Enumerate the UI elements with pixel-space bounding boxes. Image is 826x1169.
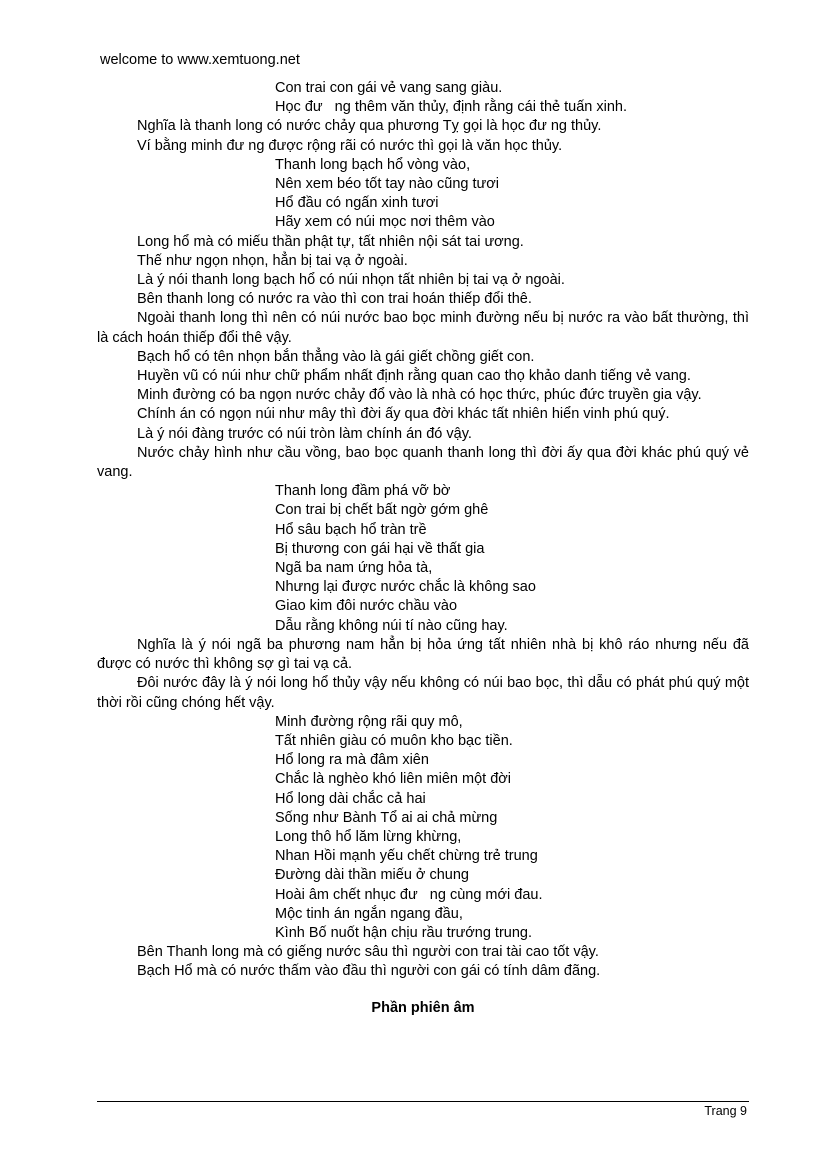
- page-body: [97, 79, 749, 1018]
- verse-line: Hổ long ra mà đâm xiên: [275, 752, 429, 769]
- paragraph: Ví bằng minh đư ng được rộng rãi có nước thì gọi là văn học thủy.: [137, 137, 563, 154]
- verse-line: Nhan Hồi mạnh yếu chết chừng trẻ trung: [275, 848, 538, 865]
- paragraph: Bên Thanh long mà có giếng nước sâu thì người con trai tài cao tốt vậy.: [137, 944, 599, 961]
- verse-line: Nhưng lại được nước chắc là không sao: [275, 579, 536, 596]
- verse-line: Mộc tinh án ngắn ngang đầu,: [275, 905, 463, 922]
- paragraph: Thế như ngọn nhọn, hẳn bị tai vạ ở ngoài.: [137, 252, 408, 269]
- paragraph: Minh đường có ba ngọn nước chảy đổ vào là nhà có học thức, phúc đức truyền gia vậy.: [137, 387, 702, 404]
- verse-line: Ngã ba nam ứng hỏa tà,: [275, 560, 433, 577]
- verse-line: Hoài âm chết nhục đư ng cùng mới đau.: [275, 886, 543, 903]
- paragraph: Huyền vũ có núi như chữ phẩm nhất định rằng quan cao thọ khảo danh tiếng vẻ vang.: [137, 368, 691, 385]
- verse-line: Minh đường rộng rãi quy mô,: [275, 713, 463, 730]
- paragraph: Long hổ mà có miếu thần phật tự, tất nhiên nội sát tai ương.: [137, 233, 524, 250]
- text-lines: [97, 79, 749, 982]
- paragraph: Là ý nói thanh long bạch hổ có núi nhọn tất nhiên bị tai vạ ở ngoài.: [137, 272, 565, 289]
- paragraph: Chính án có ngọn núi như mây thì đời ấy qua đời khác tất nhiên hiển vinh phú quý.: [137, 406, 670, 423]
- verse-line: Thanh long bạch hổ vòng vào,: [275, 156, 471, 173]
- paragraph: Bên thanh long có nước ra vào thì con trai hoán thiếp đổi thê.: [137, 291, 532, 308]
- verse-line: Bị thương con gái hại về thất gia: [275, 540, 485, 557]
- verse-line: Hổ đầu có ngấn xinh tươi: [275, 195, 439, 212]
- paragraph: Đôi nước đây là ý nói long hổ thủy vậy nếu không có núi bao bọc, thì dẫu có phát phú quý một thời rồi cũng chóng hết vậy.: [97, 675, 749, 711]
- verse-line: Thanh long đầm phá vỡ bờ: [275, 483, 451, 500]
- verse-line: Kình Bố nuốt hận chịu rầu trướng trung.: [275, 924, 533, 941]
- paragraph: Là ý nói đàng trước có núi tròn làm chính án đó vậy.: [137, 425, 472, 442]
- verse-line: Hổ long dài chắc cả hai: [275, 790, 426, 807]
- verse-line: Học đư ng thêm văn thủy, định rằng cái thẻ tuấn xinh.: [275, 99, 628, 116]
- verse-line: Đường dài thần miếu ở chung: [275, 867, 469, 884]
- paragraph: Nghĩa là thanh long có nước chảy qua phương Tỵ gọi là học đư ng thủy.: [137, 118, 602, 135]
- site-header: welcome to www.xemtuong.net: [100, 52, 300, 68]
- verse-line: Con trai con gái vẻ vang sang giàu.: [275, 80, 503, 96]
- page-number: Trang 9: [704, 1104, 747, 1118]
- verse-line: Hổ sâu bạch hổ tràn trề: [275, 521, 427, 538]
- paragraph: Nghĩa là ý nói ngã ba phương nam hẳn bị hỏa ứng tất nhiên nhà bị khô ráo nhưng nếu đã được có nước thì không sợ gì tai vạ cả.: [97, 636, 749, 673]
- verse-line: Sống như Bành Tổ ai ai chả mừng: [275, 809, 498, 826]
- verse-line: Giao kim đôi nước chầu vào: [275, 598, 458, 615]
- verse-line: Tất nhiên giàu có muôn kho bạc tiền.: [275, 732, 513, 749]
- paragraph: Bạch hổ có tên nhọn bắn thẳng vào là gái giết chồng giết con.: [137, 348, 535, 365]
- verse-line: Nên xem béo tốt tay nào cũng tươi: [275, 176, 499, 193]
- paragraph: Nước chảy hình như cầu vồng, bao bọc quanh thanh long thì đời ấy qua đời khác phú quý vẻ vang.: [97, 444, 749, 481]
- paragraph: Ngoài thanh long thì nên có núi nước bao bọc minh đường nếu bị nước ra vào bất thường, thì là cách hoán thiếp đổi thê vậy.: [97, 310, 749, 346]
- verse-line: Con trai bị chết bất ngờ gớm ghê: [275, 502, 489, 519]
- section-title: Phần phiên âm: [371, 999, 475, 1016]
- footer-rule: [97, 1101, 749, 1102]
- paragraph: Bạch Hổ mà có nước thấm vào đầu thì người con gái có tính dâm đãng.: [137, 963, 601, 980]
- verse-line: Long thô hổ lăm lừng khừng,: [275, 828, 462, 845]
- verse-line: Dẫu rằng không núi tí nào cũng hay.: [275, 617, 508, 634]
- verse-line: Chắc là nghèo khó liên miên một đời: [275, 771, 512, 788]
- verse-line: Hãy xem có núi mọc nơi thêm vào: [275, 214, 495, 231]
